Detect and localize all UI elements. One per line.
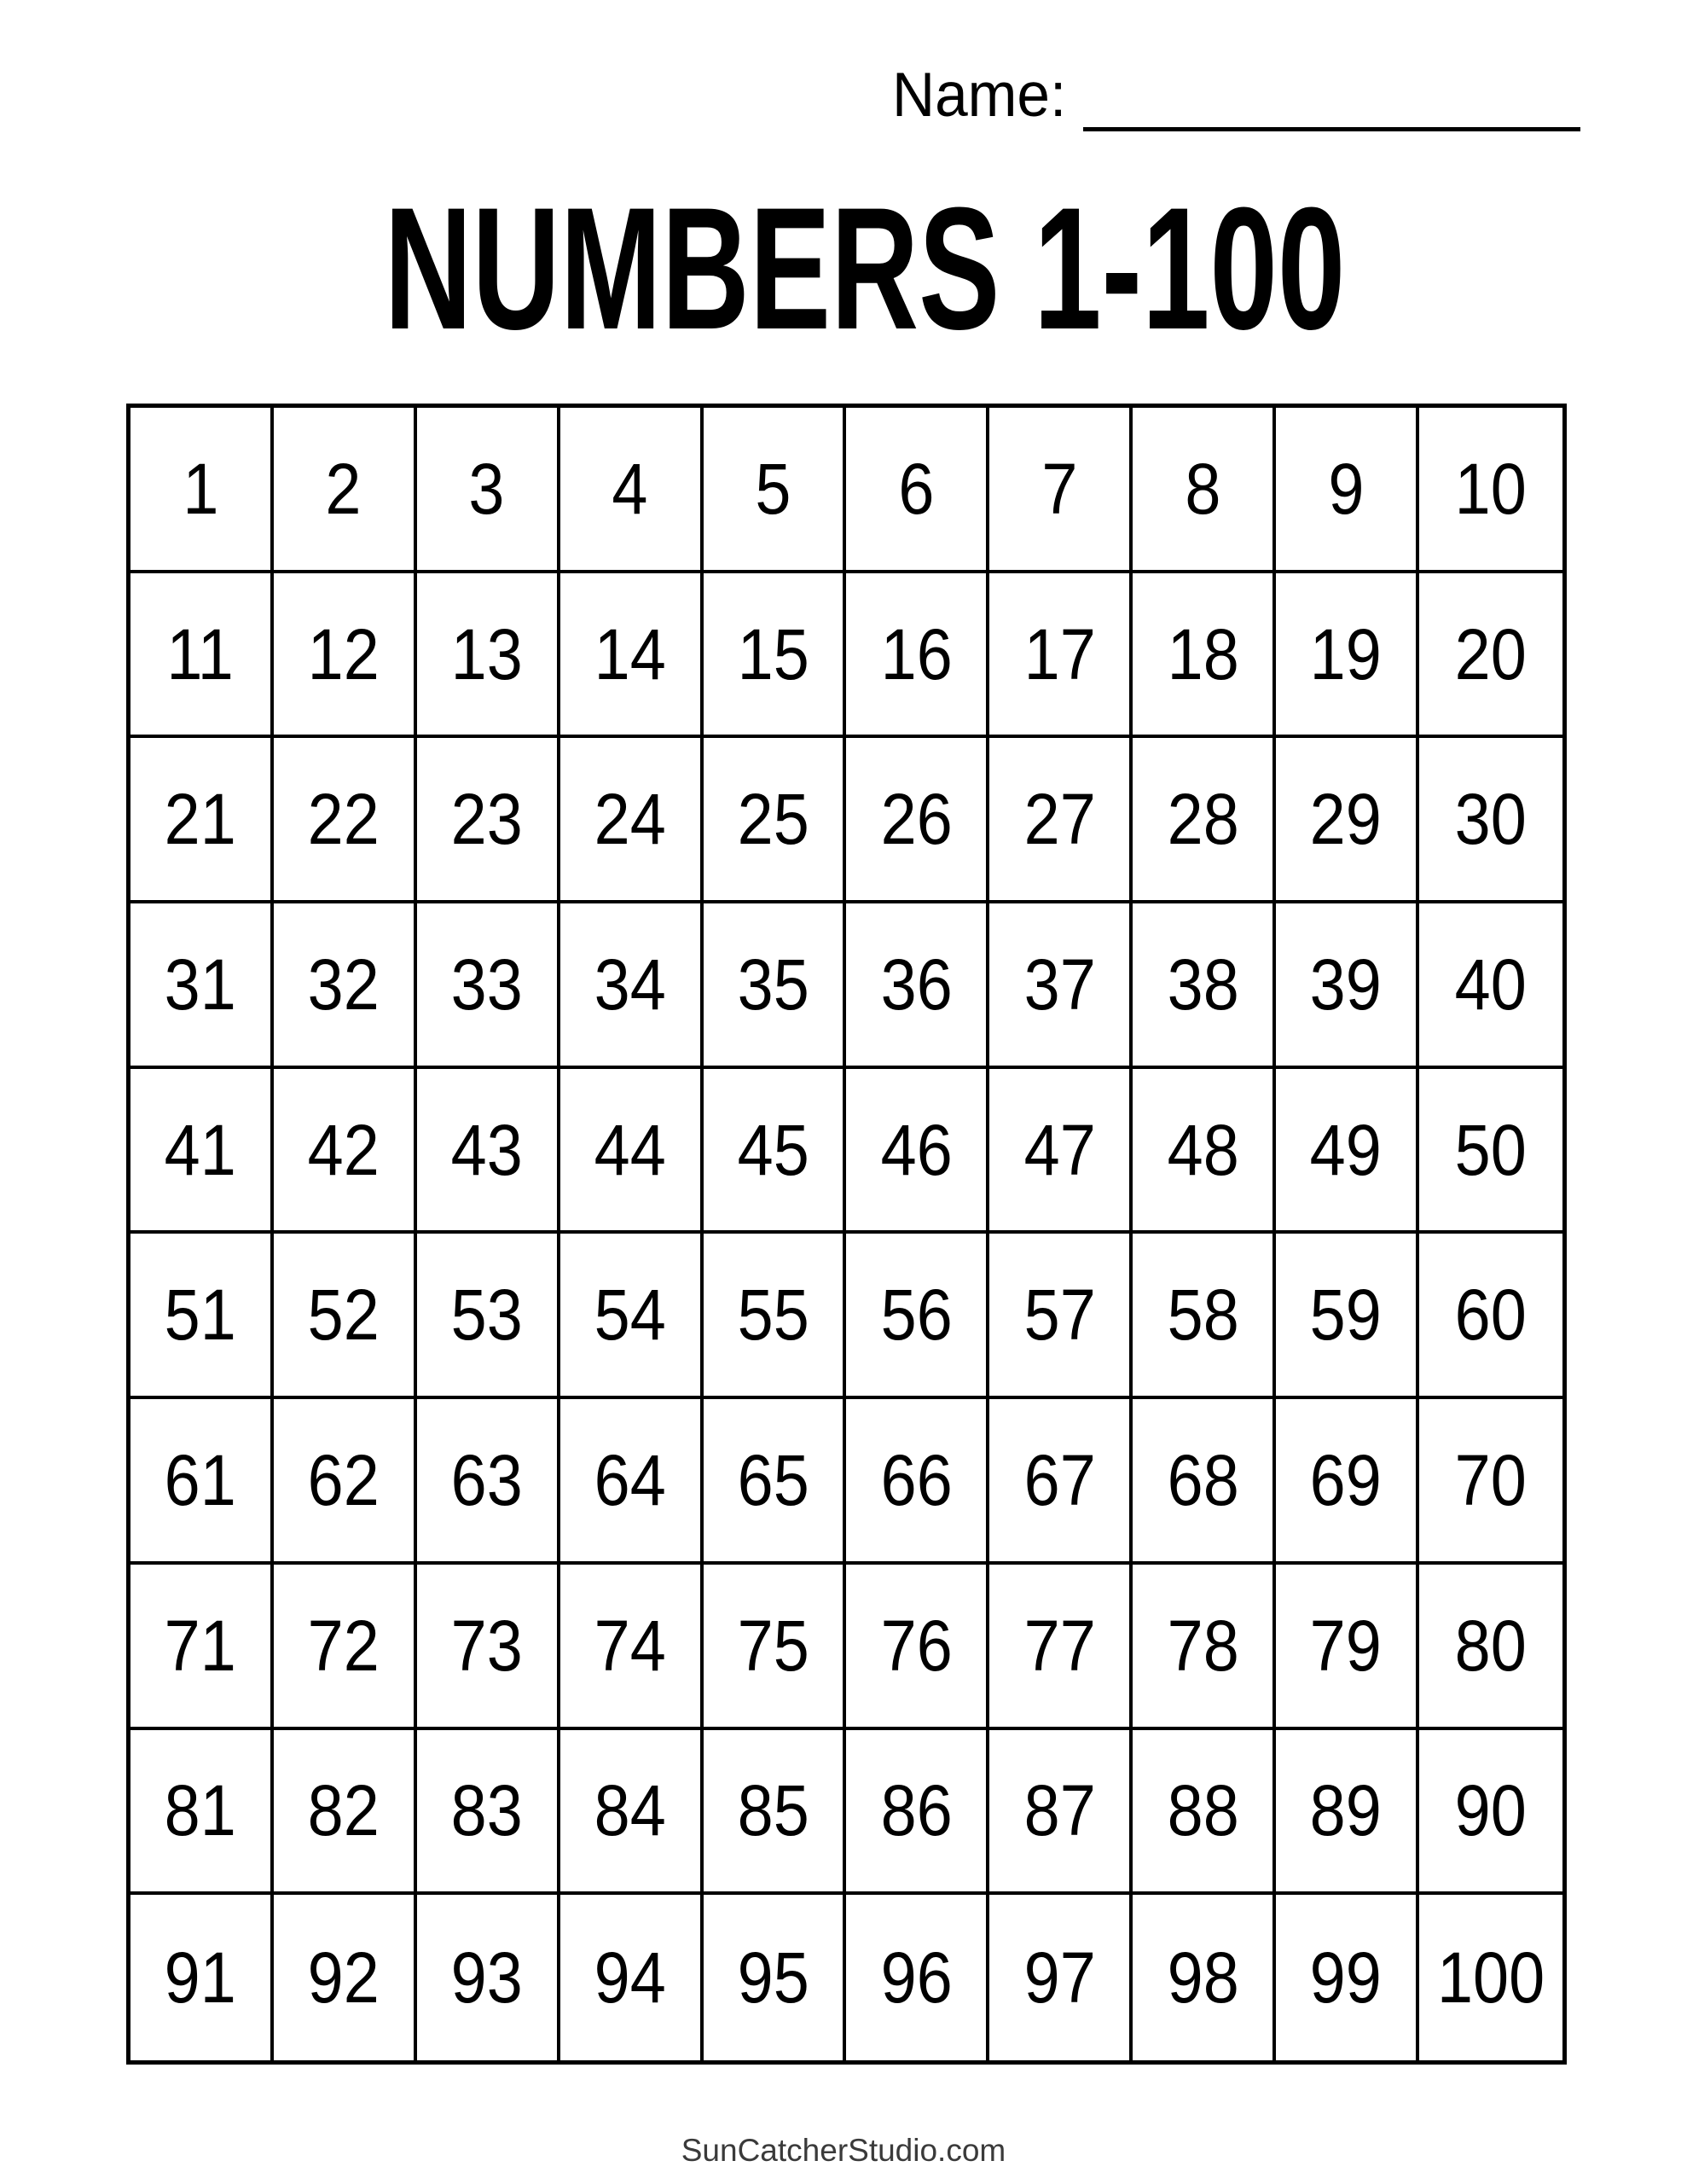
grid-cell [274, 1399, 417, 1565]
grid-cell [130, 1069, 274, 1234]
grid-cell-number: 99 [1310, 1937, 1383, 2018]
grid-cell-number: 97 [1023, 1937, 1096, 2018]
grid-cell [417, 408, 560, 573]
grid-cell-number: 62 [307, 1440, 380, 1521]
grid-cell-number: 30 [1454, 779, 1528, 860]
grid-cell-number: 75 [737, 1605, 809, 1686]
grid-cell-number: 10 [1454, 448, 1528, 529]
grid-cell-number: 60 [1454, 1275, 1528, 1356]
grid-cell-number: 38 [1167, 944, 1239, 1025]
grid-cell [1419, 408, 1562, 573]
grid-cell-number: 20 [1454, 613, 1528, 694]
grid-cell [846, 1895, 989, 2060]
grid-cell-number: 72 [307, 1605, 380, 1686]
grid-cell-number: 63 [450, 1440, 523, 1521]
grid-cell-number: 50 [1454, 1109, 1528, 1190]
grid-cell [846, 1565, 989, 1730]
grid-cell [989, 1895, 1133, 2060]
grid-cell [560, 1234, 704, 1399]
grid-cell-number: 17 [1023, 613, 1096, 694]
grid-cell [704, 1565, 847, 1730]
grid-cell-number: 82 [307, 1770, 380, 1851]
grid-cell [704, 1730, 847, 1896]
grid-cell-number: 71 [164, 1605, 236, 1686]
grid-cell-number: 12 [307, 613, 380, 694]
grid-cell [130, 738, 274, 903]
grid-cell [704, 738, 847, 903]
grid-cell-number: 88 [1167, 1770, 1239, 1851]
grid-cell-number: 57 [1023, 1275, 1096, 1356]
grid-cell-number: 6 [898, 448, 935, 529]
grid-cell [1276, 1399, 1419, 1565]
grid-cell [560, 1730, 704, 1896]
page-title: NUMBERS 1-100 [384, 171, 1346, 366]
grid-cell-number: 37 [1023, 944, 1096, 1025]
grid-cell [1133, 1069, 1276, 1234]
grid-cell-number: 78 [1167, 1605, 1239, 1686]
grid-cell [1276, 1730, 1419, 1896]
grid-cell [560, 1895, 704, 2060]
grid-cell-number: 54 [594, 1275, 666, 1356]
grid-cell [1133, 1234, 1276, 1399]
grid-cell [560, 903, 704, 1069]
grid-cell [1276, 1895, 1419, 2060]
grid-cell [704, 1069, 847, 1234]
grid-cell [1419, 1069, 1562, 1234]
grid-cell-number: 32 [307, 944, 380, 1025]
grid-cell [417, 1069, 560, 1234]
grid-cell [1419, 1234, 1562, 1399]
grid-cell [989, 1399, 1133, 1565]
grid-cell [846, 903, 989, 1069]
grid-cell-number: 45 [737, 1109, 809, 1190]
grid-cell-number: 9 [1328, 448, 1365, 529]
grid-cell [1133, 738, 1276, 903]
grid-cell [1419, 1399, 1562, 1565]
grid-cell-number: 79 [1310, 1605, 1383, 1686]
grid-cell-number: 94 [594, 1937, 666, 2018]
grid-cell [1276, 408, 1419, 573]
grid-cell-number: 52 [307, 1275, 380, 1356]
grid-cell [417, 573, 560, 739]
grid-cell-number: 7 [1041, 448, 1078, 529]
grid-cell-number: 66 [880, 1440, 953, 1521]
grid-cell [130, 1565, 274, 1730]
grid-cell-number: 14 [594, 613, 666, 694]
grid-cell-number: 65 [737, 1440, 809, 1521]
grid-cell-number: 64 [594, 1440, 666, 1521]
grid-cell [989, 1069, 1133, 1234]
grid-cell [1133, 1730, 1276, 1896]
grid-cell [846, 573, 989, 739]
number-grid [126, 404, 1567, 2065]
grid-cell [274, 408, 417, 573]
title-row [0, 171, 1687, 366]
grid-cell-number: 84 [594, 1770, 666, 1851]
grid-cell [130, 1730, 274, 1896]
grid-cell [1276, 1069, 1419, 1234]
grid-cell-number: 74 [594, 1605, 666, 1686]
grid-cell [417, 738, 560, 903]
grid-cell-number: 39 [1310, 944, 1383, 1025]
grid-cell-number: 81 [164, 1770, 236, 1851]
grid-cell-number: 13 [450, 613, 523, 694]
grid-cell [846, 1399, 989, 1565]
grid-cell-number: 48 [1167, 1109, 1239, 1190]
grid-cell-number: 98 [1167, 1937, 1239, 2018]
grid-cell [560, 1565, 704, 1730]
grid-cell-number: 44 [594, 1109, 666, 1190]
grid-cell [989, 408, 1133, 573]
grid-cell-number: 68 [1167, 1440, 1239, 1521]
grid-cell [989, 1730, 1133, 1896]
grid-cell [130, 1895, 274, 2060]
grid-cell-number: 58 [1167, 1275, 1239, 1356]
grid-cell [704, 903, 847, 1069]
grid-cell [560, 1069, 704, 1234]
footer-credit: SunCatcherStudio.com [681, 2133, 1006, 2168]
grid-cell [1276, 573, 1419, 739]
grid-cell-number: 33 [450, 944, 523, 1025]
grid-cell-number: 40 [1454, 944, 1528, 1025]
grid-cell-number: 70 [1454, 1440, 1528, 1521]
grid-cell-number: 1 [182, 448, 218, 529]
grid-cell-number: 90 [1454, 1770, 1528, 1851]
grid-cell [417, 1895, 560, 2060]
name-fill-in-line [1083, 127, 1580, 131]
grid-cell [417, 1399, 560, 1565]
grid-cell [704, 1234, 847, 1399]
grid-cell-number: 85 [737, 1770, 809, 1851]
grid-cell [704, 1399, 847, 1565]
grid-cell [417, 1730, 560, 1896]
grid-cell [989, 738, 1133, 903]
grid-cell-number: 67 [1023, 1440, 1096, 1521]
grid-cell-number: 43 [450, 1109, 523, 1190]
grid-cell-number: 100 [1436, 1937, 1545, 2018]
grid-cell-number: 86 [880, 1770, 953, 1851]
grid-cell [130, 1399, 274, 1565]
grid-cell [417, 1234, 560, 1399]
grid-cell [130, 408, 274, 573]
grid-cell-number: 73 [450, 1605, 523, 1686]
grid-cell [989, 573, 1133, 739]
grid-cell-number: 4 [612, 448, 648, 529]
grid-cell [130, 903, 274, 1069]
grid-cell-number: 3 [468, 448, 505, 529]
grid-cell [1133, 1565, 1276, 1730]
grid-cell-number: 25 [737, 779, 809, 860]
grid-cell [417, 903, 560, 1069]
grid-cell [1419, 1565, 1562, 1730]
grid-cell [1133, 1399, 1276, 1565]
grid-cell [1419, 903, 1562, 1069]
grid-cell-number: 95 [737, 1937, 809, 2018]
grid-cell-number: 55 [737, 1275, 809, 1356]
grid-cell-number: 16 [880, 613, 953, 694]
grid-cell-number: 42 [307, 1109, 380, 1190]
grid-cell [989, 1234, 1133, 1399]
grid-cell [560, 408, 704, 573]
name-label: Name: [892, 61, 1067, 130]
grid-cell [1133, 573, 1276, 739]
grid-cell [1133, 903, 1276, 1069]
grid-cell [1419, 573, 1562, 739]
grid-cell-number: 76 [880, 1605, 953, 1686]
grid-cell-number: 36 [880, 944, 953, 1025]
grid-cell [846, 1069, 989, 1234]
grid-cell-number: 5 [755, 448, 791, 529]
grid-cell-number: 19 [1310, 613, 1383, 694]
grid-cell-number: 93 [450, 1937, 523, 2018]
grid-cell-number: 92 [307, 1937, 380, 2018]
grid-cell-number: 53 [450, 1275, 523, 1356]
grid-cell [274, 573, 417, 739]
grid-cell-number: 27 [1023, 779, 1096, 860]
grid-cell-number: 87 [1023, 1770, 1096, 1851]
grid-cell [1133, 1895, 1276, 2060]
grid-cell-number: 2 [325, 448, 362, 529]
grid-cell [274, 903, 417, 1069]
grid-cell [560, 573, 704, 739]
grid-cell-number: 80 [1454, 1605, 1528, 1686]
grid-cell-number: 77 [1023, 1605, 1096, 1686]
grid-cell [846, 1234, 989, 1399]
grid-cell-number: 41 [164, 1109, 236, 1190]
grid-cell [130, 573, 274, 739]
grid-cell-number: 46 [880, 1109, 953, 1190]
grid-cell [560, 738, 704, 903]
grid-cell-number: 22 [307, 779, 380, 860]
grid-cell [274, 738, 417, 903]
grid-cell [274, 1069, 417, 1234]
grid-cell-number: 23 [450, 779, 523, 860]
grid-cell [274, 1565, 417, 1730]
grid-cell-number: 26 [880, 779, 953, 860]
grid-cell-number: 61 [164, 1440, 236, 1521]
grid-cell-number: 34 [594, 944, 666, 1025]
grid-cell [704, 408, 847, 573]
grid-cell-number: 11 [166, 613, 235, 694]
grid-cell [274, 1730, 417, 1896]
grid-cell [846, 1730, 989, 1896]
grid-cell [704, 573, 847, 739]
grid-cell [1276, 738, 1419, 903]
grid-cell-number: 83 [450, 1770, 523, 1851]
grid-cell [274, 1234, 417, 1399]
grid-cell-number: 31 [164, 944, 236, 1025]
grid-cell [1419, 1895, 1562, 2060]
grid-cell [989, 1565, 1133, 1730]
grid-cell [1419, 1730, 1562, 1896]
grid-cell-number: 96 [880, 1937, 953, 2018]
grid-cell [130, 1234, 274, 1399]
grid-cell-number: 18 [1167, 613, 1239, 694]
grid-cell [846, 408, 989, 573]
grid-cell-number: 35 [737, 944, 809, 1025]
grid-cell-number: 24 [594, 779, 666, 860]
grid-cell [1276, 903, 1419, 1069]
grid-cell-number: 8 [1185, 448, 1221, 529]
grid-cell-number: 28 [1167, 779, 1239, 860]
grid-cell-number: 91 [164, 1937, 236, 2018]
grid-cell [846, 738, 989, 903]
grid-cell [417, 1565, 560, 1730]
grid-cell [1419, 738, 1562, 903]
grid-cell-number: 51 [164, 1275, 236, 1356]
grid-cell [1276, 1565, 1419, 1730]
grid-cell [560, 1399, 704, 1565]
grid-cell-number: 29 [1310, 779, 1383, 860]
grid-cell-number: 49 [1310, 1109, 1383, 1190]
grid-cell [704, 1895, 847, 2060]
grid-cell [1133, 408, 1276, 573]
grid-cell-number: 56 [880, 1275, 953, 1356]
grid-cell [989, 903, 1133, 1069]
grid-cell-number: 15 [737, 613, 809, 694]
grid-cell [1276, 1234, 1419, 1399]
grid-cell-number: 59 [1310, 1275, 1383, 1356]
grid-cell [274, 1895, 417, 2060]
grid-cell-number: 89 [1310, 1770, 1383, 1851]
grid-cell-number: 69 [1310, 1440, 1383, 1521]
grid-cell-number: 47 [1023, 1109, 1096, 1190]
grid-cell-number: 21 [164, 779, 236, 860]
